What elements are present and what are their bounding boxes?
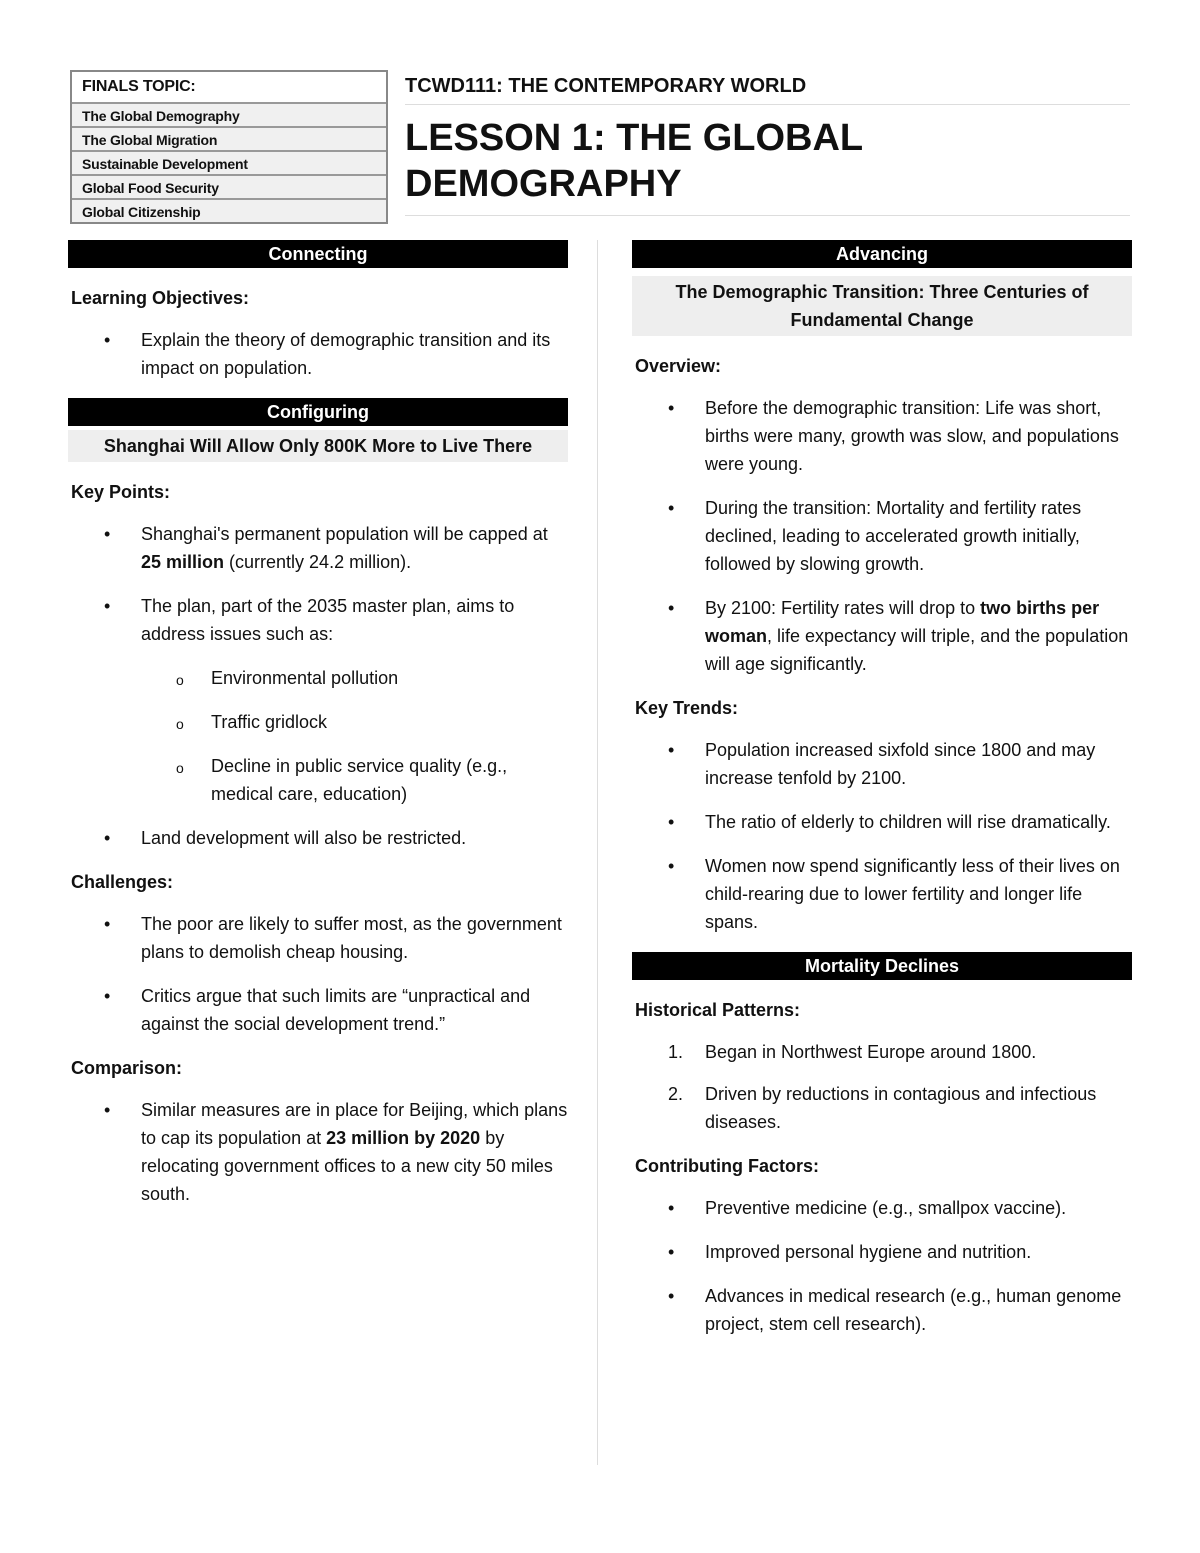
challenges-list — [68, 910, 568, 1038]
historical-patterns-label: Historical Patterns: — [635, 1000, 801, 1020]
objectives-list — [68, 326, 568, 382]
list-item: • Population increased sixfold since 1800 and may increase tenfold by 2100. — [632, 736, 1132, 792]
advancing-bar: Advancing — [632, 240, 1132, 268]
key-trends-label: Key Trends: — [635, 698, 739, 718]
finals-topic-heading: FINALS TOPIC: — [72, 72, 386, 102]
list-item: • Shanghai's permanent population will be capped at 25 million (currently 24.2 million). — [68, 520, 568, 576]
course-title: TCWD111: THE CONTEMPORARY WORLD — [405, 70, 1130, 105]
lesson-title — [405, 105, 1130, 216]
mortality-declines-bar: Mortality Declines — [632, 952, 1132, 980]
list-item: • Explain the theory of demographic transition and its impact on population. — [68, 326, 568, 382]
connecting-bar: Connecting — [68, 240, 568, 268]
document-header — [405, 70, 1130, 216]
list-item: • Similar measures are in place for Beijing, which plans to cap its population at 23 million by 2020 by relocating government offices to a new city 50 miles south. — [68, 1096, 568, 1208]
list-item: • Improved personal hygiene and nutrition. — [632, 1238, 1132, 1266]
comparison-label: Comparison: — [71, 1058, 183, 1078]
contributing-factors-list — [632, 1194, 1132, 1338]
sub-list-item: o Traffic gridlock — [68, 708, 568, 736]
challenges-label: Challenges: — [71, 872, 174, 892]
topic-item: Global Food Security — [72, 174, 386, 198]
left-column — [68, 240, 568, 1224]
topic-item: The Global Demography — [72, 102, 386, 126]
topic-item: The Global Migration — [72, 126, 386, 150]
list-item: • During the transition: Mortality and fertility rates declined, leading to accelerated growth initially, followed by slowing growth. — [632, 494, 1132, 578]
column-divider — [597, 240, 598, 1465]
overview-label: Overview: — [635, 356, 722, 376]
topic-item: Sustainable Development — [72, 150, 386, 174]
sub-list-item: o Environmental pollution — [68, 664, 568, 692]
configuring-bar: Configuring — [68, 398, 568, 426]
learning-objectives-label: Learning Objectives: — [71, 288, 250, 308]
contributing-factors-label: Contributing Factors: — [635, 1156, 819, 1176]
list-item: • Women now spend significantly less of their lives on child-rearing due to lower fertility and longer life spans. — [632, 852, 1132, 936]
historical-patterns-list — [632, 1038, 1132, 1136]
right-column — [632, 240, 1132, 1354]
list-item: • Land development will also be restricted. — [68, 824, 568, 852]
section-title: The Demographic Transition: Three Centuries of Fundamental Change — [632, 276, 1132, 336]
lesson-title-line-2: DEMOGRAPHY — [405, 163, 682, 205]
list-item: • Preventive medicine (e.g., smallpox vaccine). — [632, 1194, 1132, 1222]
article-title: Shanghai Will Allow Only 800K More to Live There — [68, 430, 568, 462]
finals-topics-box — [70, 70, 388, 224]
list-item: • By 2100: Fertility rates will drop to two births per woman, life expectancy will triple, and the population will age significantly. — [632, 594, 1132, 678]
list-item: • The plan, part of the 2035 master plan, aims to address issues such as: — [68, 592, 568, 648]
list-item: • The ratio of elderly to children will rise dramatically. — [632, 808, 1132, 836]
list-item: • Advances in medical research (e.g., human genome project, stem cell research). — [632, 1282, 1132, 1338]
numbered-item: 1. Began in Northwest Europe around 1800. — [668, 1042, 1037, 1062]
key-trends-list — [632, 736, 1132, 936]
list-item: • Critics argue that such limits are “unpractical and against the social development trend.” — [68, 982, 568, 1038]
list-item: • Before the demographic transition: Life was short, births were many, growth was slow, and populations were young. — [632, 394, 1132, 478]
numbered-item: 2. Driven by reductions in contagious and infectious diseases. — [668, 1084, 1097, 1132]
lesson-title-line-1: LESSON 1: THE GLOBAL — [405, 117, 864, 159]
topic-item: Global Citizenship — [72, 198, 386, 222]
overview-list — [632, 394, 1132, 678]
sub-list-item: o Decline in public service quality (e.g., medical care, education) — [68, 752, 568, 808]
comparison-list — [68, 1096, 568, 1208]
key-points-list — [68, 520, 568, 852]
key-points-label: Key Points: — [71, 482, 171, 502]
list-item: • The poor are likely to suffer most, as the government plans to demolish cheap housing. — [68, 910, 568, 966]
